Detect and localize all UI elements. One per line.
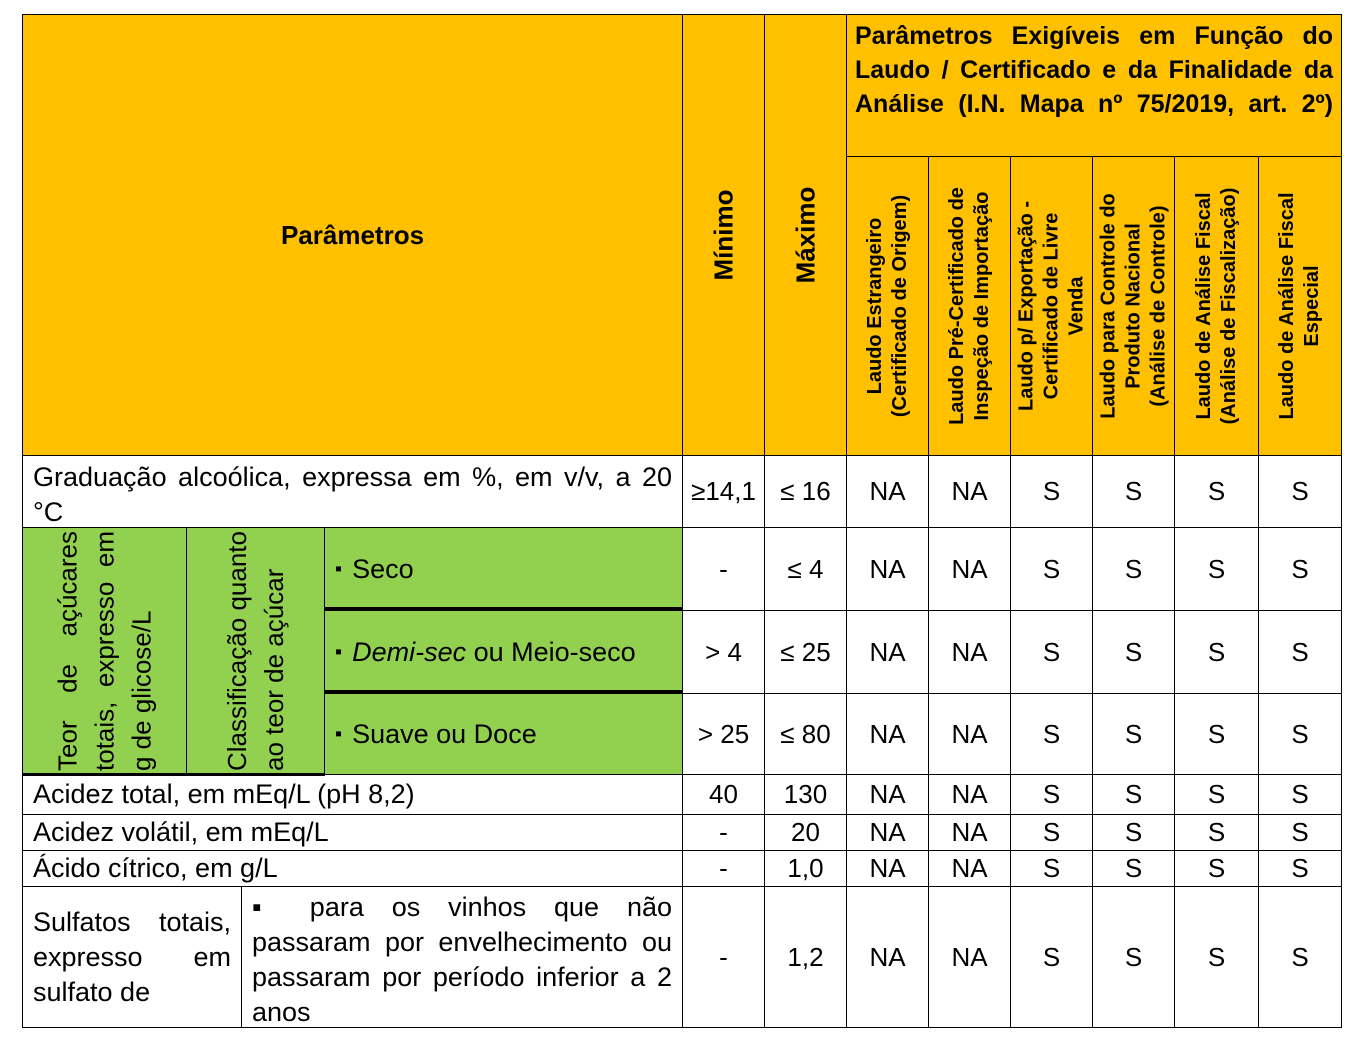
acido-citrico-val-6 xyxy=(1258,850,1342,887)
graduacao-val-6-text: S xyxy=(1291,476,1309,506)
row-sulfatos-max xyxy=(764,886,847,1028)
sulfatos-val-2-text: NA xyxy=(951,941,988,972)
acido-citrico-val-4 xyxy=(1092,850,1175,887)
acidez-total-min: 40 xyxy=(709,779,738,809)
row-acidez-volatil-max xyxy=(764,814,847,851)
suave-val-4 xyxy=(1092,693,1175,775)
acidez-total-max: 130 xyxy=(783,779,828,809)
suave-val-3 xyxy=(1010,693,1093,775)
graduacao-val-4 xyxy=(1092,455,1175,528)
acido-citrico-val-3 xyxy=(1010,850,1093,887)
demisec-min: > 4 xyxy=(705,636,742,667)
row-graduacao-label xyxy=(22,455,683,528)
suave-max: ≤ 80 xyxy=(780,718,831,749)
acidez-total-val-5 xyxy=(1174,774,1259,815)
suave-val-5-text: S xyxy=(1207,718,1226,749)
row-demisec-label xyxy=(324,610,683,694)
row-seco-max xyxy=(764,527,847,611)
row-seco-label xyxy=(324,527,683,611)
header-col-laudo-fiscal xyxy=(1174,156,1259,456)
acidez-total-val-3-text: S xyxy=(1042,779,1061,809)
col1-line2: (Certificado de Origem) xyxy=(888,194,911,418)
seco-val-6-text: S xyxy=(1291,553,1309,584)
col2-line1: Laudo Pré-Certificado de xyxy=(945,187,968,425)
acido-citrico-val-2-text: NA xyxy=(951,853,988,883)
acidez-volatil-val-4-text: S xyxy=(1124,817,1143,847)
suave-val-2-text: NA xyxy=(951,718,988,749)
acidez-total-val-4 xyxy=(1092,774,1175,815)
row-acido-citrico-max xyxy=(764,850,847,887)
acido-citrico-val-5-text: S xyxy=(1207,853,1226,883)
acucar-class-label-text: Classificação quanto ao teor de açúcar xyxy=(221,531,289,771)
row-demisec-max xyxy=(764,610,847,694)
sulfatos-val-1-text: NA xyxy=(869,941,906,972)
row-suave-min xyxy=(682,693,765,775)
seco-val-3-text: S xyxy=(1042,553,1061,584)
suave-val-4-text: S xyxy=(1124,718,1143,749)
seco-val-1 xyxy=(846,527,929,611)
suave-val-2 xyxy=(928,693,1011,775)
acidez-total-val-1 xyxy=(846,774,929,815)
acidez-volatil-val-4 xyxy=(1092,814,1175,851)
header-parametros-text: Parâmetros xyxy=(280,219,425,250)
acidez-volatil-val-2-text: NA xyxy=(951,817,988,847)
sulfatos-val-5 xyxy=(1174,886,1259,1028)
demisec-label-italic: Demi-sec xyxy=(352,636,467,667)
acidez-total-val-2-text: NA xyxy=(951,779,988,809)
acidez-total-val-3 xyxy=(1010,774,1093,815)
acido-citrico-val-1 xyxy=(846,850,929,887)
header-group-title-text: Parâmetros Exigíveis em Função do Laudo / Certificado e da Finalidade da Análise (I.N. Mapa nº 75/2019, art. 2º) xyxy=(855,22,1333,118)
demisec-val-1 xyxy=(846,610,929,694)
col4-line2: Produto Nacional xyxy=(1122,223,1144,389)
demisec-val-5-text: S xyxy=(1207,636,1226,667)
row-sulfatos-sub-label xyxy=(241,886,683,1028)
demisec-max: ≤ 25 xyxy=(780,636,831,667)
sulfatos-sub-label: ▪ para os vinhos que não passaram por envelhecimento ou passaram por período inferior a 2 anos xyxy=(252,892,672,1027)
acido-citrico-max: 1,0 xyxy=(787,853,824,883)
demisec-val-3-text: S xyxy=(1042,636,1061,667)
sulfatos-label: Sulfatos totais, expresso em sulfato de xyxy=(33,906,231,1007)
seco-val-2-text: NA xyxy=(951,553,988,584)
header-maximo-text: Máximo xyxy=(790,186,820,284)
demisec-val-4-text: S xyxy=(1124,636,1143,667)
sulfatos-val-4-text: S xyxy=(1124,941,1143,972)
col5-line1: Laudo de Análise Fiscal xyxy=(1192,192,1215,420)
sulfatos-val-3-text: S xyxy=(1042,941,1061,972)
acido-citrico-val-6-text: S xyxy=(1291,853,1309,883)
sulfatos-val-6 xyxy=(1258,886,1342,1028)
acucar-group-label-text: Teor de açúcares totais, expresso em g de glicose/L xyxy=(52,531,156,771)
row-sulfatos-min xyxy=(682,886,765,1028)
acidez-volatil-val-2 xyxy=(928,814,1011,851)
demisec-label-rest: ou Meio-seco xyxy=(466,636,636,667)
suave-val-3-text: S xyxy=(1042,718,1061,749)
seco-val-5-text: S xyxy=(1207,553,1226,584)
acidez-volatil-max: 20 xyxy=(791,817,820,847)
graduacao-val-6 xyxy=(1258,455,1342,528)
row-acidez-total-max xyxy=(764,774,847,815)
seco-val-4 xyxy=(1092,527,1175,611)
col4-line1: Laudo para Controle do xyxy=(1097,193,1119,419)
suave-val-5 xyxy=(1174,693,1259,775)
graduacao-val-2 xyxy=(928,455,1011,528)
acidez-total-val-1-text: NA xyxy=(869,779,906,809)
sulfatos-val-6-text: S xyxy=(1291,941,1309,972)
demisec-val-3 xyxy=(1010,610,1093,694)
acidez-volatil-val-6-text: S xyxy=(1291,817,1309,847)
header-col-laudo-estrangeiro xyxy=(846,156,929,456)
graduacao-val-4-text: S xyxy=(1124,476,1143,506)
acido-citrico-val-2 xyxy=(928,850,1011,887)
acidez-volatil-min: - xyxy=(719,817,728,847)
col3-line2: Certificado de Livre xyxy=(1040,212,1062,400)
col1-line1: Laudo Estrangeiro xyxy=(863,217,886,395)
row-suave-max xyxy=(764,693,847,775)
acidez-total-val-6 xyxy=(1258,774,1342,815)
row-acido-citrico-min xyxy=(682,850,765,887)
demisec-val-2-text: NA xyxy=(951,636,988,667)
header-col-laudo-fiscal-especial xyxy=(1258,156,1342,456)
col6-line2: Especial xyxy=(1301,265,1323,347)
graduacao-val-3-text: S xyxy=(1042,476,1061,506)
row-acidez-total-label xyxy=(22,774,683,815)
sulfatos-min: - xyxy=(719,941,728,972)
demisec-val-1-text: NA xyxy=(869,636,906,667)
graduacao-val-2-text: NA xyxy=(951,476,988,506)
sulfatos-max: 1,2 xyxy=(787,941,824,972)
sulfatos-val-1 xyxy=(846,886,929,1028)
demisec-val-5 xyxy=(1174,610,1259,694)
graduacao-val-1 xyxy=(846,455,929,528)
suave-label: Suave ou Doce xyxy=(352,718,537,749)
col5-line2: (Análise de Fiscalização) xyxy=(1217,187,1240,425)
acucar-class-label xyxy=(186,527,325,775)
row-acido-citrico-label xyxy=(22,850,683,887)
demisec-val-4 xyxy=(1092,610,1175,694)
seco-val-6 xyxy=(1258,527,1342,611)
graduacao-min: ≥14,1 xyxy=(691,476,756,506)
seco-val-3 xyxy=(1010,527,1093,611)
acidez-volatil-val-6 xyxy=(1258,814,1342,851)
row-acidez-total-min xyxy=(682,774,765,815)
graduacao-val-3 xyxy=(1010,455,1093,528)
acucar-group-label xyxy=(22,527,187,775)
acidez-total-val-2 xyxy=(928,774,1011,815)
acidez-volatil-val-1 xyxy=(846,814,929,851)
row-graduacao-min xyxy=(682,455,765,528)
acido-citrico-val-4-text: S xyxy=(1124,853,1143,883)
row-acidez-volatil-min xyxy=(682,814,765,851)
bullet-icon: ▪ xyxy=(335,640,343,663)
row-demisec-min xyxy=(682,610,765,694)
header-minimo-text: Mínimo xyxy=(708,189,738,281)
acidez-volatil-label: Acidez volátil, em mEq/L xyxy=(33,817,329,847)
row-acidez-volatil-label xyxy=(22,814,683,851)
acidez-volatil-val-5-text: S xyxy=(1207,817,1226,847)
col2-line2: Inspeção de Importação xyxy=(970,191,993,421)
sulfatos-val-3 xyxy=(1010,886,1093,1028)
acidez-volatil-val-1-text: NA xyxy=(869,817,906,847)
acidez-total-val-6-text: S xyxy=(1291,779,1309,809)
bullet-icon: ▪ xyxy=(335,722,343,745)
suave-val-6 xyxy=(1258,693,1342,775)
header-minimo xyxy=(682,14,765,456)
seco-max: ≤ 4 xyxy=(787,553,824,584)
acido-citrico-val-1-text: NA xyxy=(869,853,906,883)
acido-citrico-val-5 xyxy=(1174,850,1259,887)
header-group-title xyxy=(846,14,1342,157)
graduacao-val-1-text: NA xyxy=(869,476,906,506)
acidez-total-label: Acidez total, em mEq/L (pH 8,2) xyxy=(33,779,415,809)
suave-val-1 xyxy=(846,693,929,775)
acido-citrico-label: Ácido cítrico, em g/L xyxy=(33,853,278,883)
demisec-val-2 xyxy=(928,610,1011,694)
graduacao-max: ≤ 16 xyxy=(780,476,831,506)
header-parametros xyxy=(22,14,683,456)
seco-val-1-text: NA xyxy=(869,553,906,584)
col3-line1: Laudo p/ Exportação - xyxy=(1015,200,1037,412)
acidez-total-val-5-text: S xyxy=(1207,779,1226,809)
sulfatos-val-5-text: S xyxy=(1207,941,1226,972)
col6-line1: Laudo de Análise Fiscal xyxy=(1276,192,1298,420)
acidez-volatil-val-5 xyxy=(1174,814,1259,851)
row-suave-label xyxy=(324,693,683,775)
acido-citrico-min: - xyxy=(719,853,728,883)
suave-val-6-text: S xyxy=(1291,718,1309,749)
graduacao-val-5 xyxy=(1174,455,1259,528)
demisec-val-6-text: S xyxy=(1291,636,1309,667)
demisec-val-6 xyxy=(1258,610,1342,694)
seco-min: - xyxy=(719,553,728,584)
seco-val-2 xyxy=(928,527,1011,611)
suave-min: > 25 xyxy=(697,718,750,749)
acidez-total-val-4-text: S xyxy=(1124,779,1143,809)
col3-line3: Venda xyxy=(1065,276,1087,336)
seco-val-4-text: S xyxy=(1124,553,1143,584)
graduacao-label: Graduação alcoólica, expressa em %, em v/v, a 20 °C xyxy=(33,462,672,527)
suave-val-1-text: NA xyxy=(869,718,906,749)
acidez-volatil-val-3-text: S xyxy=(1042,817,1061,847)
row-sulfatos-label xyxy=(22,886,242,1028)
row-seco-min xyxy=(682,527,765,611)
acido-citrico-val-3-text: S xyxy=(1042,853,1061,883)
seco-val-5 xyxy=(1174,527,1259,611)
col4-line3: (Análise de Controle) xyxy=(1147,205,1169,407)
row-graduacao-max xyxy=(764,455,847,528)
header-maximo xyxy=(764,14,847,456)
bullet-icon: ▪ xyxy=(335,557,343,580)
seco-label: Seco xyxy=(352,553,414,584)
acidez-volatil-val-3 xyxy=(1010,814,1093,851)
sulfatos-val-4 xyxy=(1092,886,1175,1028)
graduacao-val-5-text: S xyxy=(1207,476,1226,506)
header-col-laudo-controle xyxy=(1092,156,1175,456)
header-col-laudo-pre-certificado xyxy=(928,156,1011,456)
header-col-laudo-exportacao xyxy=(1010,156,1093,456)
sulfatos-val-2 xyxy=(928,886,1011,1028)
